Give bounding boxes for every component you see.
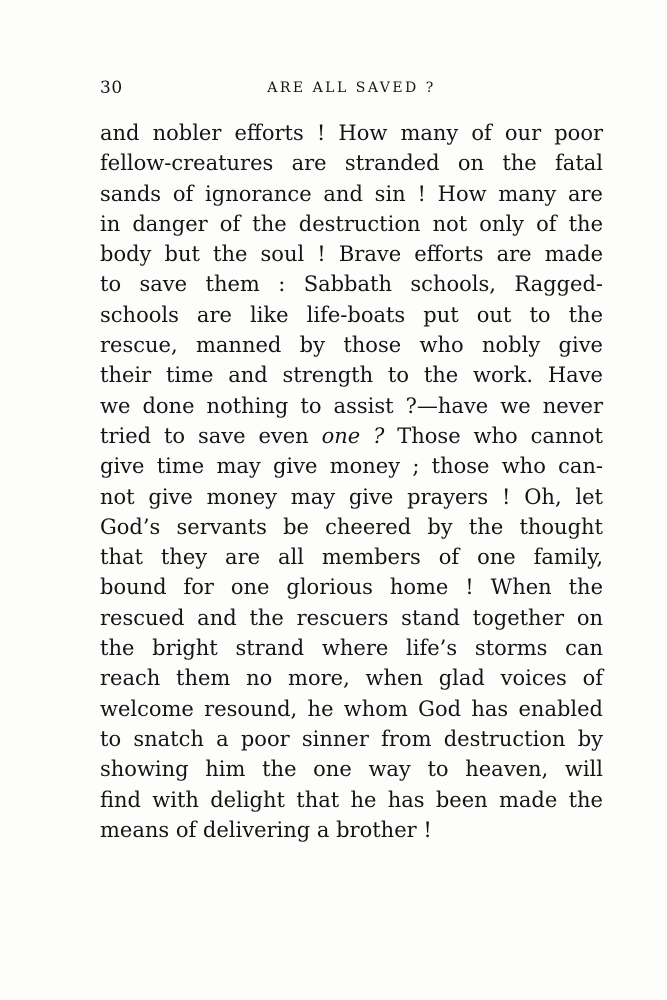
text-line: that they are all members of one family,	[100, 545, 603, 570]
text-line: schools are like life-boats put out to the	[100, 302, 603, 327]
text-line: God’s servants be cheered by the thought	[100, 514, 603, 539]
text-line: bound for one glorious home ! When the	[100, 575, 603, 600]
page-header	[100, 78, 603, 102]
emphasized-word: one ?	[321, 423, 385, 448]
text-line: give time may give money ; those who can-	[100, 454, 603, 479]
text-line: to save them : Sabbath schools, Ragged-	[100, 272, 603, 297]
text-line: fellow-creatures are stranded on the fatal	[100, 151, 603, 176]
text-line: sands of ignorance and sin ! How many are	[100, 181, 603, 206]
line-segment: tried to save even	[100, 423, 322, 448]
running-head: ARE ALL SAVED ?	[267, 80, 436, 96]
text-line: find with delight that he has been made the	[100, 787, 603, 812]
text-line: the bright strand where life’s storms can	[100, 636, 603, 661]
text-line: showing him the one way to heaven, will	[100, 757, 603, 782]
text-line: reach them no more, when glad voices of	[100, 666, 603, 691]
text-line: we done nothing to assist ?—have we never	[100, 393, 603, 418]
text-line-with-emphasis	[100, 421, 603, 451]
text-line: their time and strength to the work. Have	[100, 363, 603, 388]
text-line: and nobler efforts ! How many of our poor	[100, 121, 603, 145]
text-line-last: means of delivering a brother !	[100, 817, 432, 842]
text-line: not give money may give prayers ! Oh, let	[100, 484, 603, 509]
text-line: rescued and the rescuers stand together on	[100, 605, 603, 630]
text-line: body but the soul ! Brave efforts are made	[100, 242, 603, 267]
text-line: in danger of the destruction not only of the	[100, 211, 603, 236]
line-segment: Those who cannot	[384, 423, 604, 448]
text-line: rescue, manned by those who nobly give	[100, 333, 603, 358]
text-line: to snatch a poor sinner from destruction by	[100, 726, 603, 751]
body-text	[100, 118, 603, 845]
page-number: 30	[100, 78, 123, 98]
text-line: welcome resound, he whom God has enabled	[100, 696, 603, 721]
